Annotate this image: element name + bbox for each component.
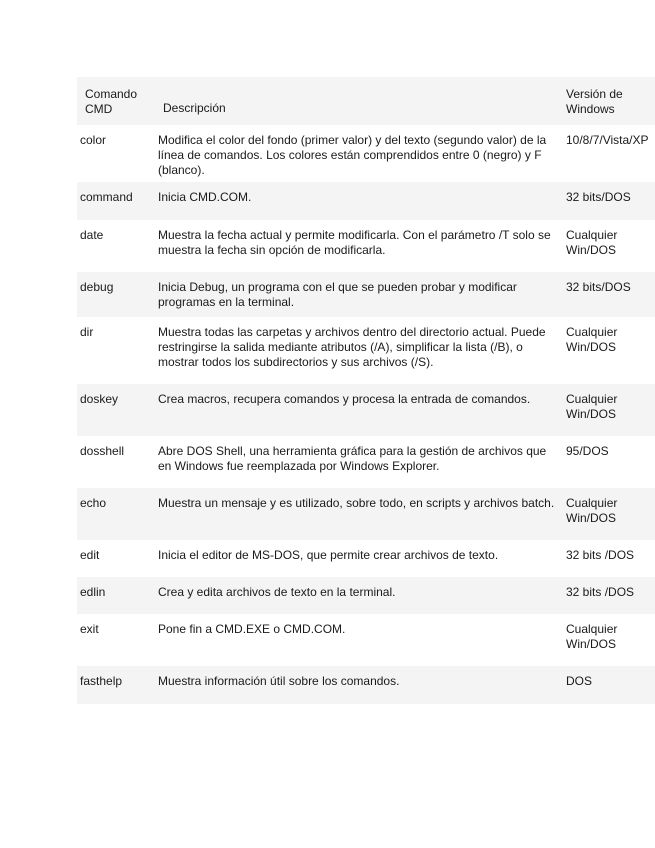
cell-description: Pone fin a CMD.EXE o CMD.COM. xyxy=(158,622,346,636)
table-row xyxy=(77,220,655,272)
table-row xyxy=(77,272,655,317)
cell-description: Crea y edita archivos de texto en la terminal. xyxy=(156,577,566,614)
cell-description: Inicia CMD.COM. xyxy=(156,182,566,220)
cell-command: color xyxy=(80,133,107,147)
cell-version: Cualquier Win/DOS xyxy=(566,228,618,257)
cell-command: date xyxy=(80,228,104,242)
cell-description: Muestra información útil sobre los comandos. xyxy=(156,666,566,704)
cell-description: Inicia el editor de MS-DOS, que permite crear archivos de texto. xyxy=(158,548,499,562)
header-description: Descripción xyxy=(156,77,566,125)
table-row xyxy=(77,577,655,614)
cell-command: dir xyxy=(80,325,94,339)
cell-version: 95/DOS xyxy=(566,444,609,458)
cell-command: fasthelp xyxy=(77,666,156,704)
table-row xyxy=(77,384,655,436)
table-row xyxy=(77,488,655,540)
cell-version: DOS xyxy=(566,666,655,704)
cell-version: Cualquier Win/DOS xyxy=(566,384,655,436)
table-row xyxy=(77,182,655,220)
cell-command: exit xyxy=(80,622,99,636)
cell-command: doskey xyxy=(77,384,156,436)
cell-version: 32 bits/DOS xyxy=(566,272,655,317)
table-row xyxy=(77,614,655,666)
cell-command: echo xyxy=(77,488,156,540)
table-row xyxy=(77,666,655,704)
cell-description: Inicia Debug, un programa con el que se pueden probar y modificar programas en la terminal. xyxy=(156,272,566,317)
cell-description: Muestra todas las carpetas y archivos dentro del directorio actual. Puede restringirse la salida mediante atributos (/A), simplificar la lista (/B), o mostrar todos los subdirectorios y sus archivos (/S). xyxy=(158,325,546,369)
cell-description: Crea macros, recupera comandos y procesa la entrada de comandos. xyxy=(156,384,566,436)
table-row xyxy=(77,125,655,182)
cell-description: Modifica el color del fondo (primer valor) y del texto (segundo valor) de la línea de comandos. Los colores están comprendidos entre 0 (negro) y F (blanco). xyxy=(158,133,547,177)
table-row xyxy=(77,436,655,488)
commands-table xyxy=(77,77,655,704)
cell-version: 32 bits /DOS xyxy=(566,577,655,614)
cell-version: Cualquier Win/DOS xyxy=(566,325,618,354)
cell-version: 10/8/7/Vista/XP xyxy=(566,133,649,147)
cell-command: edlin xyxy=(77,577,156,614)
cell-version: Cualquier Win/DOS xyxy=(566,488,655,540)
cell-command: debug xyxy=(77,272,156,317)
table-row xyxy=(77,540,655,577)
cell-description: Muestra un mensaje y es utilizado, sobre todo, en scripts y archivos batch. xyxy=(156,488,566,540)
cell-description: Muestra la fecha actual y permite modificarla. Con el parámetro /T solo se muestra la fecha sin opción de modificarla. xyxy=(158,228,551,257)
cell-version: 32 bits/DOS xyxy=(566,182,655,220)
cell-version: 32 bits /DOS xyxy=(566,548,635,562)
cell-command: edit xyxy=(80,548,100,562)
cell-version: Cualquier Win/DOS xyxy=(566,622,618,651)
page xyxy=(77,77,655,704)
cell-command: dosshell xyxy=(80,444,125,458)
cell-command: command xyxy=(77,182,156,220)
table-row xyxy=(77,317,655,384)
header-command: Comando CMD xyxy=(77,77,156,125)
header-version: Versión de Windows xyxy=(566,77,655,125)
cell-description: Abre DOS Shell, una herramienta gráfica para la gestión de archivos que en Windows fue reemplazada por Windows Explorer. xyxy=(158,444,547,473)
table-header-row xyxy=(77,77,655,125)
